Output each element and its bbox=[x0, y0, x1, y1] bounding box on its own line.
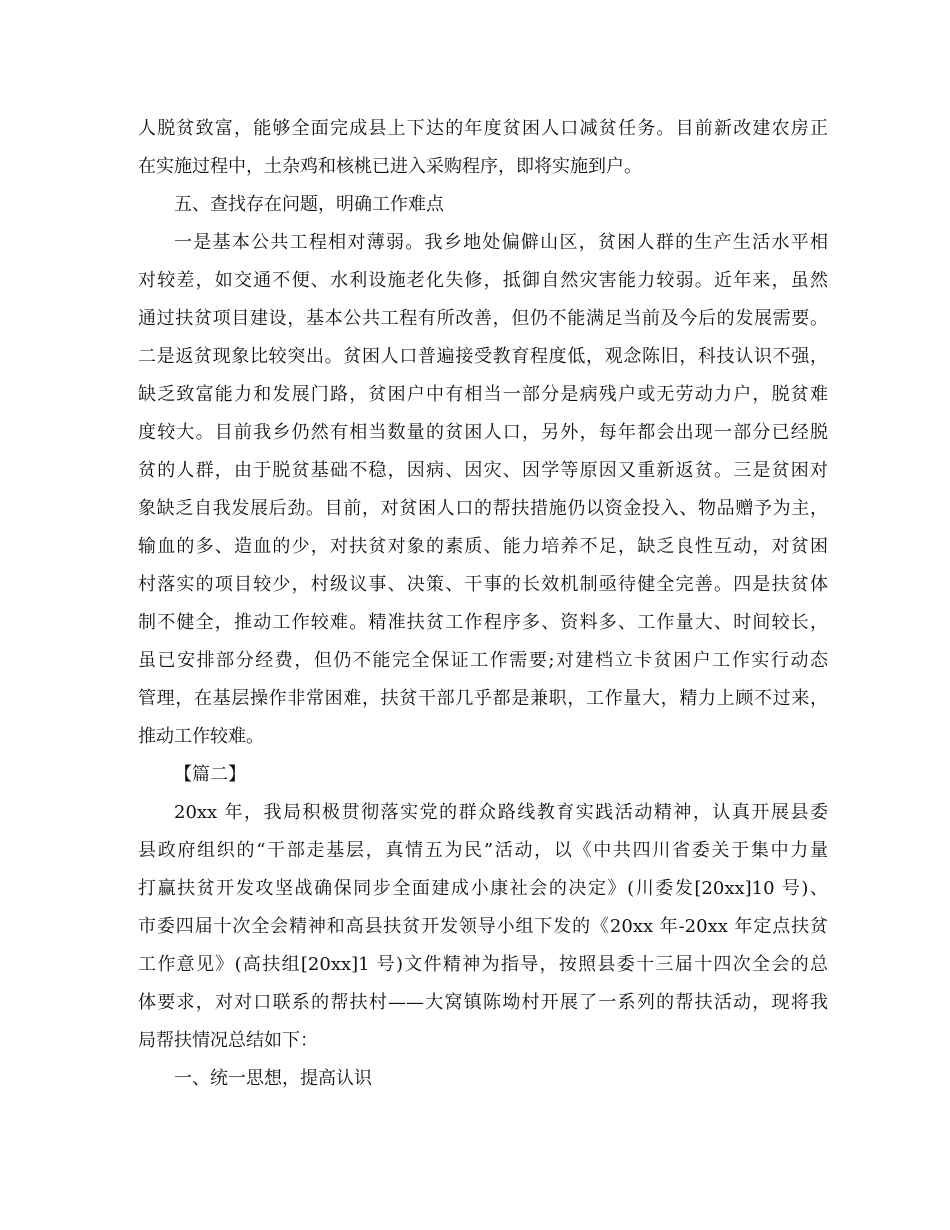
text-line: 一、统一思想，提高认识 bbox=[174, 1068, 372, 1089]
text-line: 通过扶贫项目建设，基本公共工程有所改善，但仍不能满足当前及今后的发展需要。 bbox=[138, 308, 828, 329]
text-line: 20xx 年，我局积极贯彻落实党的群众路线教育实践活动精神，认真开展县委 bbox=[174, 802, 828, 823]
text-line: 体要求，对对口联系的帮扶村——大窝镇陈坳村开展了一系列的帮扶活动，现将我 bbox=[138, 992, 828, 1013]
text-line: 县政府组织的“干部走基层，真情五为民”活动，以《中共四川省委关于集中力量 bbox=[138, 840, 828, 861]
text-line: 一是基本公共工程相对薄弱。我乡地处偏僻山区，贫困人群的生产生活水平相 bbox=[174, 232, 828, 253]
text-line: 推动工作较难。 bbox=[138, 726, 264, 747]
text-line: 五、查找存在问题，明确工作难点 bbox=[174, 194, 444, 215]
text-line: 对较差，如交通不便、水利设施老化失修，抵御自然灾害能力较弱。近年来，虽然 bbox=[138, 270, 828, 291]
text-line: 市委四届十次全会精神和高县扶贫开发领导小组下发的《20xx 年-20xx 年定点扶贫 bbox=[138, 916, 828, 937]
text-line: 在实施过程中，土杂鸡和核桃已进入采购程序，即将实施到户。 bbox=[138, 156, 642, 177]
text-line: 制不健全，推动工作较难。精准扶贫工作程序多、资料多、工作量大、时间较长， bbox=[138, 612, 828, 633]
text-line: 度较大。目前我乡仍然有相当数量的贫困人口，另外，每年都会出现一部分已经脱 bbox=[138, 422, 828, 443]
text-line: 管理，在基层操作非常困难，扶贫干部几乎都是兼职，工作量大，精力上顾不过来， bbox=[138, 688, 828, 709]
text-line: 打赢扶贫开发攻坚战确保同步全面建成小康社会的决定》(川委发[20xx]10 号)、 bbox=[138, 878, 828, 899]
text-line: 虽已安排部分经费，但仍不能完全保证工作需要;对建档立卡贫困户工作实行动态 bbox=[138, 650, 828, 671]
text-line: 输血的多、造血的少，对扶贫对象的素质、能力培养不足，缺乏良性互动，对贫困 bbox=[138, 536, 828, 557]
text-line: 局帮扶情况总结如下： bbox=[138, 1030, 318, 1051]
text-line: 村落实的项目较少，村级议事、决策、干事的长效机制亟待健全完善。四是扶贫体 bbox=[138, 574, 828, 595]
text-line: 二是返贫现象比较突出。贫困人口普遍接受教育程度低，观念陈旧，科技认识不强， bbox=[138, 346, 828, 367]
text-line: 缺乏致富能力和发展门路，贫困户中有相当一部分是病残户或无劳动力户，脱贫难 bbox=[138, 384, 828, 405]
text-line: 贫的人群，由于脱贫基础不稳，因病、因灾、因学等原因又重新返贫。三是贫困对 bbox=[138, 460, 828, 481]
text-line: 工作意见》(高扶组[20xx]1 号)文件精神为指导，按照县委十三届十四次全会的总 bbox=[138, 954, 828, 975]
text-line: 【篇二】 bbox=[174, 764, 246, 785]
text-line: 人脱贫致富，能够全面完成县上下达的年度贫困人口减贫任务。目前新改建农房正 bbox=[138, 118, 828, 139]
text-line: 象缺乏自我发展后劲。目前，对贫困人口的帮扶措施仍以资金投入、物品赠予为主， bbox=[138, 498, 828, 519]
